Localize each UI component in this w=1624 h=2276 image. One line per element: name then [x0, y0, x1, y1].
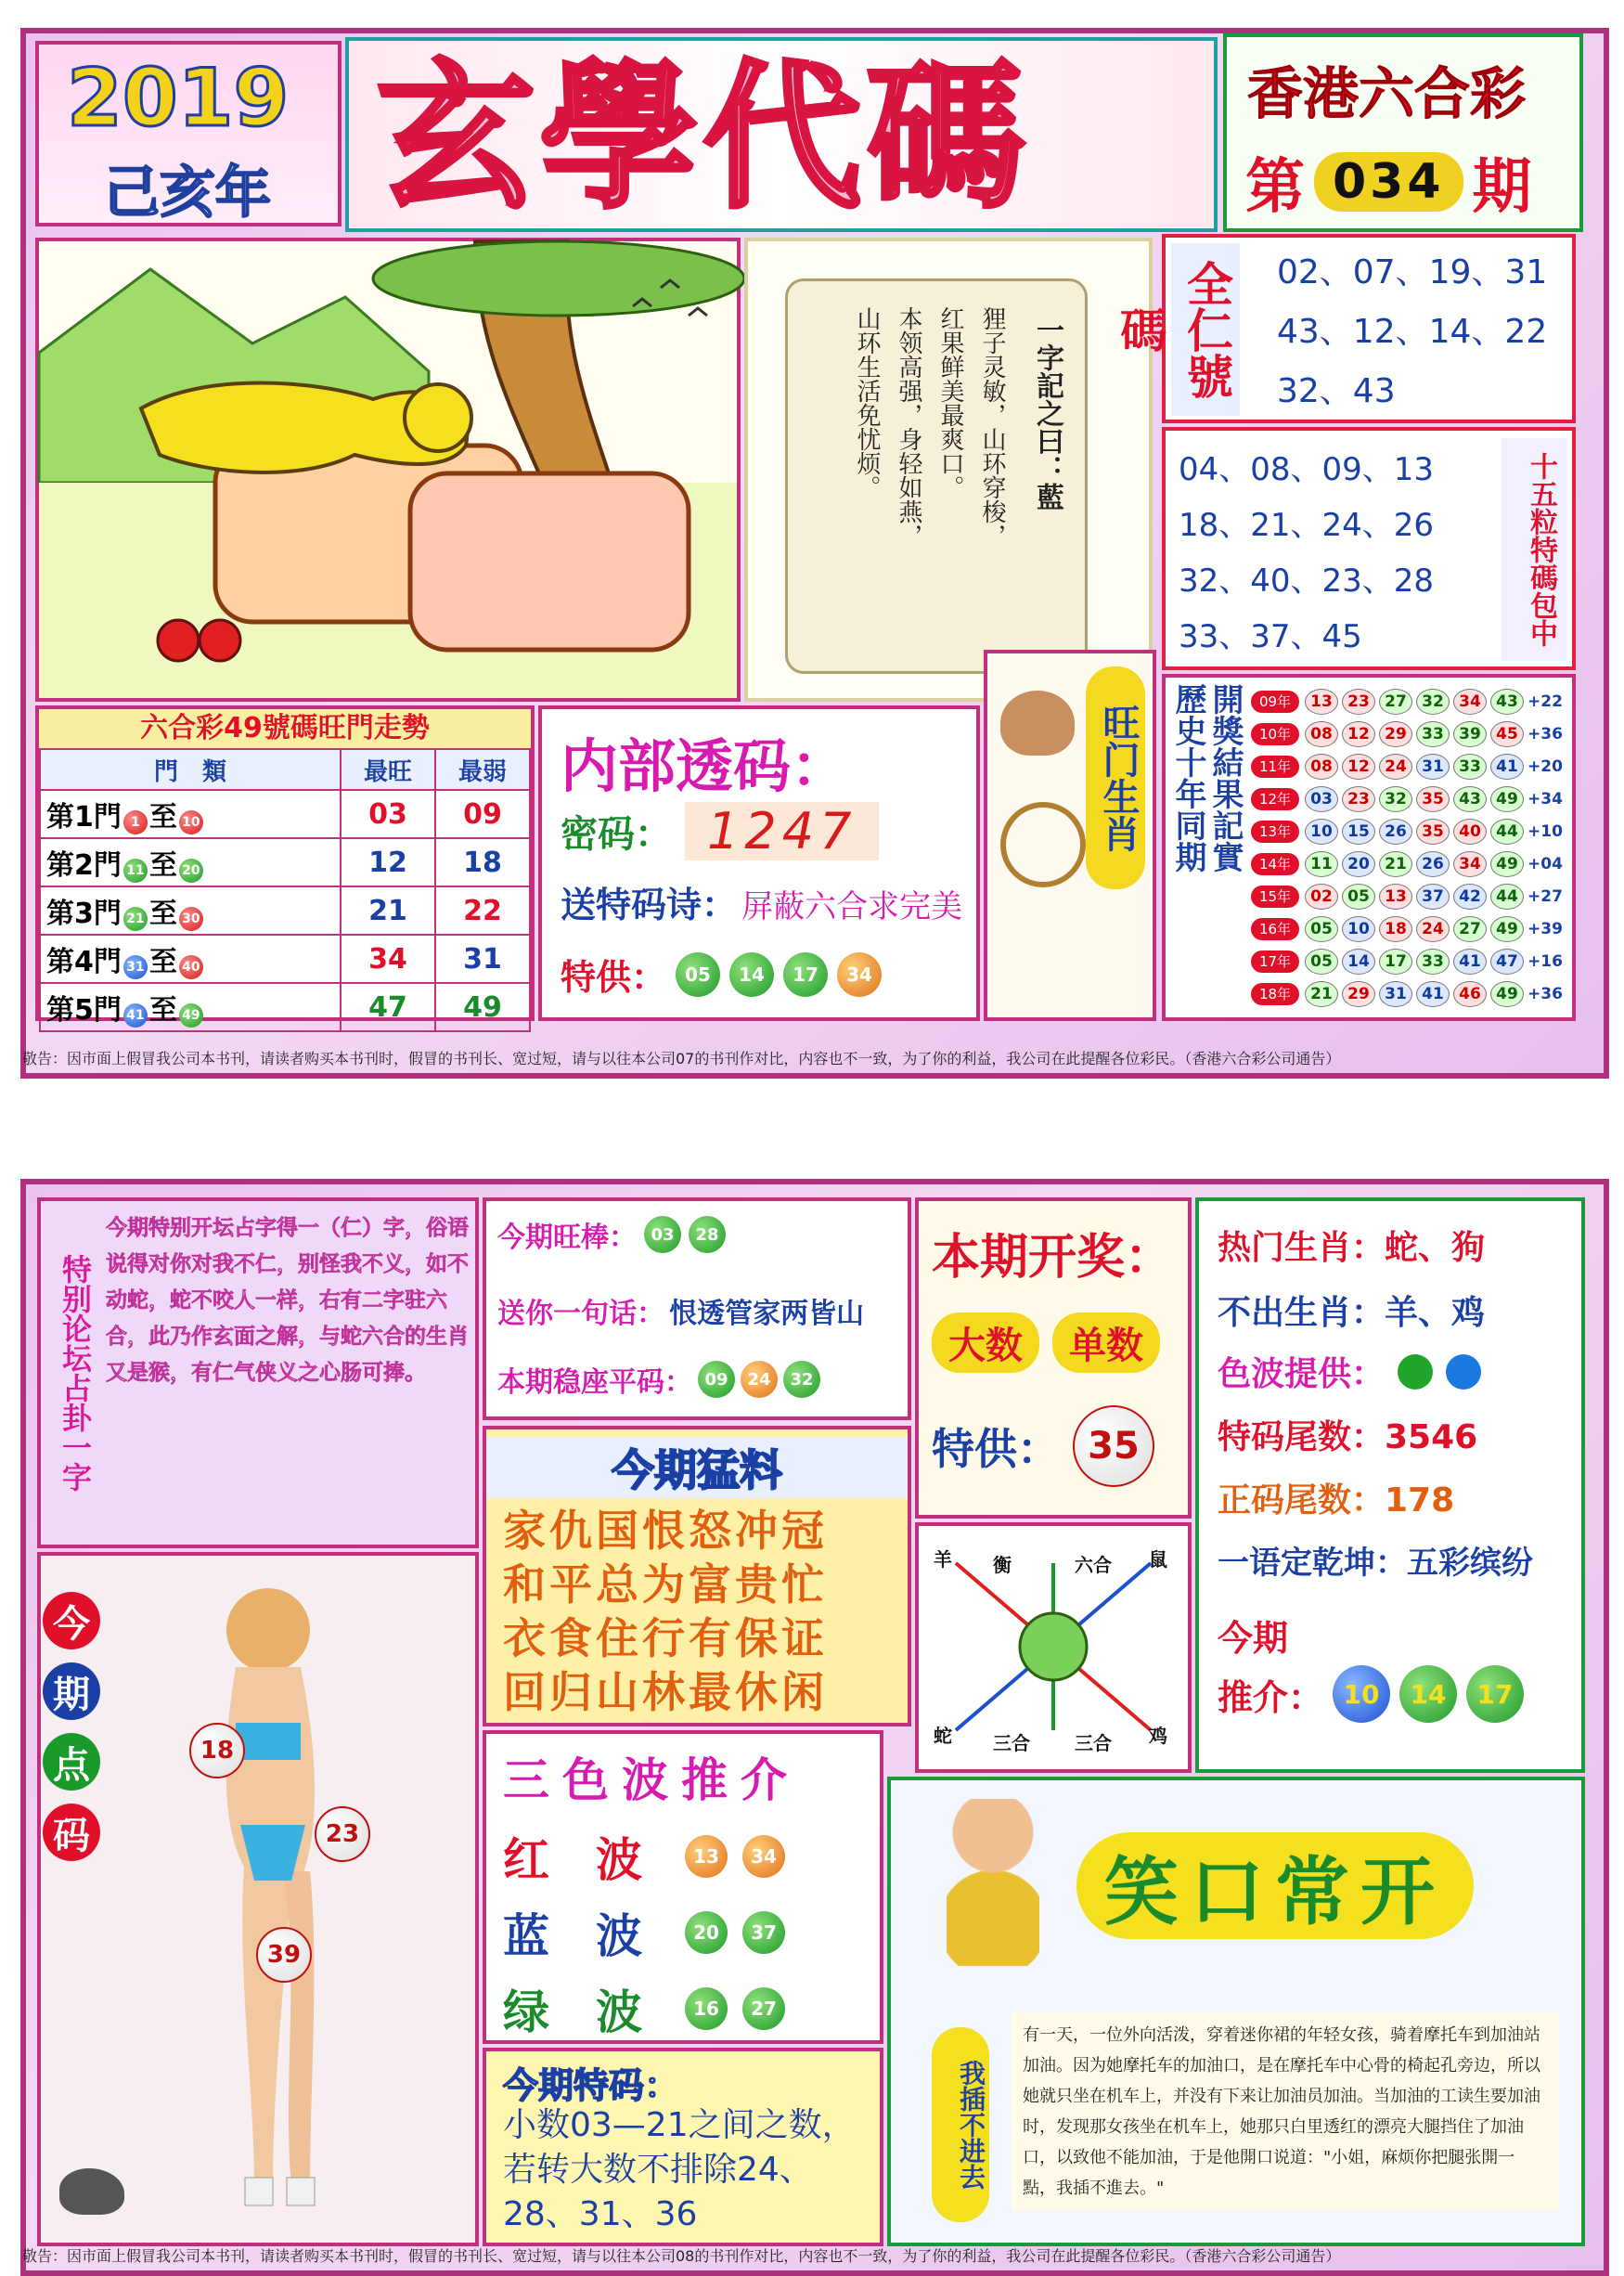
wheel-label: 六合 — [1075, 1554, 1112, 1576]
girl-figure — [199, 1574, 338, 2224]
steady-ball: 32 — [783, 1361, 820, 1398]
gate-to: 20 — [179, 859, 203, 883]
green-wave-ball: 16 — [685, 1987, 728, 2030]
gate-cold: 49 — [435, 983, 530, 1031]
tail-normal: 正码尾数：178 — [1218, 1481, 1455, 1519]
supply-ball: 17 — [783, 952, 828, 997]
history-number: 33 — [1416, 721, 1450, 747]
today-char: 期 — [43, 1662, 100, 1720]
wang-label: 今期旺棒： — [497, 1222, 637, 1254]
meng-lines — [503, 1504, 828, 1719]
forum-text: 今期特别开坛占字得一（仁）字，俗语说得对你对我不仁，别怪我不义，如不动蛇，蛇不咬人一样，右有二字驻六合，此乃作玄面之解，与蛇六合的生肖又是猴，有仁气侠义之心肠可捧。 — [106, 1216, 469, 1385]
history-year: 18年 — [1251, 983, 1299, 1005]
steady-ball: 24 — [741, 1361, 778, 1398]
history-number: 49 — [1490, 916, 1524, 942]
history-number: 46 — [1453, 981, 1487, 1007]
wang-box — [483, 1197, 911, 1420]
color-wave-dot — [1446, 1354, 1481, 1390]
special-poem-line — [561, 876, 962, 927]
gate-name-cell — [40, 983, 341, 1031]
history-special: +10 — [1527, 821, 1563, 841]
top-page — [0, 0, 1624, 1114]
steady-line — [497, 1359, 820, 1400]
gate-table — [39, 748, 531, 1032]
gate-from: 11 — [123, 859, 148, 883]
recommend-line — [1218, 1665, 1524, 1723]
history-special: +36 — [1527, 984, 1563, 1003]
tiger-illustration — [35, 238, 741, 702]
inside-code-box — [538, 705, 980, 1021]
code-line — [561, 802, 879, 860]
mouse-icon — [59, 2168, 124, 2215]
joke-text: 有一天，一位外向活泼，穿着迷你裙的年轻女孩，骑着摩托车到加油站加油。因为她摩托车的加油口，是在摩托车中心骨的椅起孔旁边，所以她就只坐在机车上，并没有下来让加油员加油。当加油的工读生要加油时，发现那女孩坐在机车上，她那只白里透红的漂亮大腿挡住了加油口，以致他不能加油，于是他開口说道："小姐，麻烦你把腿张開一點，我插不進去。" — [1012, 2012, 1559, 2211]
year-text: 2019 — [67, 52, 290, 145]
code-value: 1247 — [685, 802, 879, 860]
blue-wave-label: 蓝 波 — [503, 1909, 642, 1963]
history-number: 49 — [1490, 851, 1524, 877]
today-point-labels — [43, 1592, 100, 1861]
poem-title: 一字記之曰：藍 — [1031, 316, 1063, 511]
fifteen-label: 十五粒特碼包中 — [1502, 438, 1566, 661]
gate-name: 第1門 — [46, 801, 122, 834]
history-number: 44 — [1490, 819, 1524, 845]
history-number: 14 — [1342, 949, 1375, 975]
fifteen-number-row: 18、21、24、26 — [1179, 507, 1435, 544]
money-man-icon — [947, 1799, 1039, 1966]
today-char: 今 — [43, 1592, 100, 1649]
history-number: 26 — [1379, 819, 1412, 845]
history-number: 37 — [1416, 884, 1450, 910]
smile-title: 笑口常开 — [1076, 1832, 1474, 1939]
history-number: 35 — [1416, 819, 1450, 845]
kill-number-row: 32、43 — [1277, 372, 1396, 410]
history-number: 20 — [1342, 851, 1375, 877]
history-number: 24 — [1416, 916, 1450, 942]
gate-name-cell — [40, 790, 341, 838]
zodiac-wheel-box — [915, 1522, 1192, 1773]
today-char: 码 — [43, 1804, 100, 1861]
gate-cold: 22 — [435, 886, 530, 935]
history-number: 26 — [1416, 851, 1450, 877]
history-number: 33 — [1416, 949, 1450, 975]
wang-ball: 28 — [689, 1216, 726, 1253]
girl-ball: 23 — [315, 1806, 370, 1862]
draw-box — [915, 1197, 1192, 1519]
history-list — [1251, 685, 1563, 1010]
history-number: 41 — [1490, 754, 1524, 780]
red-wave-ball: 34 — [742, 1835, 785, 1878]
kill-numbers-box — [1113, 234, 1576, 423]
history-row — [1251, 977, 1563, 1010]
forum-label: 特别论坛占卦一字 — [58, 1254, 93, 1492]
gate-name: 第2門 — [46, 849, 122, 882]
girl-picture — [199, 1574, 338, 2224]
hot-zodiac-box — [1195, 1197, 1585, 1773]
history-special: +16 — [1527, 951, 1563, 971]
title-banner — [345, 37, 1218, 232]
history-number: 11 — [1305, 851, 1338, 877]
draw-special-line — [932, 1405, 1154, 1487]
history-number: 32 — [1416, 689, 1450, 715]
history-row — [1251, 782, 1563, 815]
gate-row — [40, 983, 530, 1031]
history-number: 10 — [1305, 819, 1338, 845]
year-box — [35, 41, 342, 226]
history-number: 10 — [1342, 916, 1375, 942]
special-code-title: 今期特码： — [503, 2065, 680, 2106]
wheel-label: 三合 — [1075, 1732, 1112, 1754]
wheel-label: 衡 — [993, 1554, 1012, 1576]
fifteen-numbers-box — [1162, 427, 1576, 670]
issue-box — [1223, 33, 1583, 232]
history-row — [1251, 815, 1563, 847]
gate-connector: 至 — [148, 994, 177, 1027]
history-year: 13年 — [1251, 821, 1299, 843]
history-number: 41 — [1416, 981, 1450, 1007]
special-poem: 屏蔽六合求完美 — [741, 888, 963, 925]
phrase-text: 恨透管家两皆山 — [669, 1298, 865, 1330]
gate-connector: 至 — [148, 946, 177, 978]
history-number: 05 — [1305, 916, 1338, 942]
forum-box — [37, 1197, 479, 1548]
wheel-label: 三合 — [993, 1732, 1030, 1754]
wheel-label: 鼠 — [1149, 1548, 1167, 1571]
history-year: 16年 — [1251, 918, 1299, 940]
gate-name-cell — [40, 886, 341, 935]
gate-hot: 47 — [341, 983, 435, 1031]
red-wave-ball: 13 — [685, 1835, 728, 1878]
girl-ball: 18 — [189, 1723, 245, 1778]
gate-from: 31 — [123, 955, 148, 979]
rabbit-icon — [1000, 691, 1075, 756]
kill-number-list — [1277, 243, 1547, 421]
supply-ball: 05 — [676, 952, 720, 997]
issue-line — [1245, 139, 1532, 225]
history-special: +22 — [1527, 692, 1563, 711]
history-number: 17 — [1379, 949, 1412, 975]
meng-line: 衣食住行有保证 — [503, 1613, 828, 1663]
history-year: 11年 — [1251, 756, 1299, 778]
gate-hot: 34 — [341, 935, 435, 983]
lucky-zodiac-label: 旺门生肖 — [1086, 666, 1145, 889]
today-char: 点 — [43, 1733, 100, 1791]
gate-connector: 至 — [148, 898, 177, 930]
meng-box — [483, 1426, 911, 1726]
draw-tags — [932, 1313, 1160, 1373]
gate-header: 門 類 — [40, 749, 341, 790]
history-number: 29 — [1379, 721, 1412, 747]
kill-label: 全仁號碼 — [1171, 243, 1240, 416]
history-number: 21 — [1379, 851, 1412, 877]
history-number: 12 — [1342, 721, 1375, 747]
red-wave-line — [503, 1823, 785, 1890]
history-number: 34 — [1453, 851, 1487, 877]
history-number: 47 — [1490, 949, 1524, 975]
cold-zodiac: 不出生肖：羊、鸡 — [1218, 1294, 1486, 1332]
supply-ball: 34 — [837, 952, 882, 997]
history-special: +27 — [1527, 886, 1563, 906]
gate-cold: 18 — [435, 838, 530, 886]
poem-line: 红果鲜美最爽口。 — [936, 306, 964, 499]
history-number: 27 — [1453, 916, 1487, 942]
special-poem-label: 送特码诗： — [561, 885, 738, 925]
issue-prefix: 第 — [1245, 153, 1305, 222]
gate-cold: 31 — [435, 935, 530, 983]
gate-table-box — [35, 705, 535, 1027]
gate-row — [40, 886, 530, 935]
green-wave-line — [503, 1975, 785, 2042]
history-number: 41 — [1453, 949, 1487, 975]
gate-hot: 21 — [341, 886, 435, 935]
gate-to: 40 — [179, 955, 203, 979]
gate-hot: 03 — [341, 790, 435, 838]
color-wave-label: 色波提供： — [1218, 1355, 1386, 1393]
bottom-notice: 敬告：因市面上假冒我公司本书刊，请读者购买本书刊时，假冒的书刊长、宽过短，请与以往本公司08的书刊作对比，内容也不一致，为了你的利益，我公司在此提醒各位彩民。（香港六合彩公司通告） — [22, 2247, 1341, 2265]
history-special: +36 — [1527, 724, 1563, 744]
gate-name: 第5門 — [46, 994, 122, 1027]
wang-line — [497, 1214, 726, 1255]
blue-wave-ball: 37 — [742, 1911, 785, 1954]
history-number: 33 — [1453, 754, 1487, 780]
girl-ball: 39 — [256, 1927, 312, 1983]
hot-zodiac: 热门生肖：蛇、狗 — [1218, 1229, 1486, 1267]
meng-line: 和平总为富贵忙 — [503, 1559, 828, 1610]
history-number: 43 — [1453, 786, 1487, 812]
code-label: 密码： — [561, 813, 672, 856]
recommend-ball: 17 — [1466, 1665, 1524, 1723]
history-year: 12年 — [1251, 788, 1299, 810]
meng-line: 家仇国恨怒冲冠 — [503, 1506, 828, 1556]
history-number: 13 — [1305, 689, 1338, 715]
history-row — [1251, 880, 1563, 912]
history-row — [1251, 847, 1563, 880]
history-number: 27 — [1379, 689, 1412, 715]
history-number: 44 — [1490, 884, 1524, 910]
history-row — [1251, 945, 1563, 977]
history-year: 15年 — [1251, 886, 1299, 908]
wang-ball: 03 — [644, 1216, 681, 1253]
history-special: +20 — [1527, 757, 1563, 776]
gate-hot: 12 — [341, 838, 435, 886]
lucky-zodiac-box — [984, 650, 1156, 1021]
phrase-label: 送你一句话： — [497, 1298, 664, 1330]
issue-suffix: 期 — [1472, 153, 1532, 222]
blue-wave-ball: 20 — [685, 1911, 728, 1954]
gate-header-row — [40, 749, 530, 790]
history-number: 05 — [1305, 949, 1338, 975]
history-year: 09年 — [1251, 691, 1299, 713]
history-number: 13 — [1379, 884, 1412, 910]
history-number: 08 — [1305, 721, 1338, 747]
gate-cold: 09 — [435, 790, 530, 838]
gate-row — [40, 838, 530, 886]
draw-special-ball: 35 — [1073, 1405, 1154, 1487]
gate-row — [40, 790, 530, 838]
history-box — [1162, 674, 1576, 1021]
history-label-a: 開獎結果記實 — [1206, 683, 1244, 873]
color-wave-dot — [1398, 1354, 1433, 1390]
gate-from: 41 — [123, 1003, 148, 1028]
steady-ball: 09 — [698, 1361, 735, 1398]
history-number: 35 — [1416, 786, 1450, 812]
color-wave-line — [1218, 1348, 1481, 1395]
draw-title: 本期开奖： — [932, 1230, 1174, 1286]
special-code-text: 小数03—21之间之数，若转大数不排除24、28、31、36 — [503, 2106, 856, 2233]
tail-special: 特码尾数：3546 — [1218, 1418, 1478, 1456]
meng-title: 今期猛料 — [486, 1437, 908, 1498]
three-wave-title: 三色波推介 — [503, 1753, 800, 1807]
tiger-picture — [39, 241, 737, 698]
history-number: 02 — [1305, 884, 1338, 910]
history-special: +34 — [1527, 789, 1563, 808]
history-row — [1251, 685, 1563, 718]
history-number: 45 — [1490, 721, 1524, 747]
special-code-box — [483, 2048, 883, 2246]
three-wave-box — [483, 1730, 883, 2044]
history-row — [1251, 750, 1563, 782]
history-number: 29 — [1342, 981, 1375, 1007]
history-number: 43 — [1490, 689, 1524, 715]
history-special: +39 — [1527, 919, 1563, 938]
history-year: 14年 — [1251, 853, 1299, 875]
history-row — [1251, 718, 1563, 750]
poem-text — [850, 306, 1010, 548]
wheel-label: 蛇 — [934, 1725, 952, 1747]
gate-name-cell — [40, 935, 341, 983]
gate-connector: 至 — [148, 849, 177, 882]
history-number: 24 — [1379, 754, 1412, 780]
main-title: 玄學代碼 — [377, 46, 1031, 230]
lottery-name: 香港六合彩 — [1247, 62, 1526, 127]
top-notice: 敬告：因市面上假冒我公司本书刊，请读者购买本书刊时，假冒的书刊长、宽过短，请与以往本公司07的书刊作对比，内容也不一致，为了你的利益，我公司在此提醒各位彩民。（香港六合彩公司通告） — [22, 1050, 1341, 1067]
one-word: 一语定乾坤：五彩缤纷 — [1218, 1545, 1533, 1582]
recommend-label-a: 今期 — [1218, 1618, 1289, 1659]
meng-line: 回归山林最休闲 — [503, 1667, 828, 1717]
inside-title: 内部透码： — [561, 732, 849, 800]
poem-line: 本领高强，身轻如燕， — [895, 306, 922, 548]
supply-ball: 14 — [729, 952, 774, 997]
gate-from: 1 — [123, 810, 148, 834]
history-year: 17年 — [1251, 950, 1299, 973]
history-number: 05 — [1342, 884, 1375, 910]
red-wave-label: 红 波 — [503, 1833, 642, 1887]
history-number: 12 — [1342, 754, 1375, 780]
special-supply-line — [561, 949, 882, 1000]
history-number: 08 — [1305, 754, 1338, 780]
history-number: 49 — [1490, 981, 1524, 1007]
gate-name: 第4門 — [46, 946, 122, 978]
recommend-ball: 10 — [1333, 1665, 1390, 1723]
recommend-label-b: 推介： — [1218, 1676, 1324, 1718]
gate-title: 六合彩49號碼旺門走勢 — [39, 709, 531, 748]
poem-scroll — [744, 238, 1153, 702]
history-number: 49 — [1490, 786, 1524, 812]
history-number: 31 — [1416, 754, 1450, 780]
history-year: 10年 — [1251, 723, 1299, 745]
wheel-label: 鸡 — [1149, 1725, 1167, 1747]
fifteen-number-row: 32、40、23、28 — [1179, 563, 1435, 600]
history-number: 31 — [1379, 981, 1412, 1007]
history-number: 40 — [1453, 819, 1487, 845]
history-number: 21 — [1305, 981, 1338, 1007]
history-number: 32 — [1379, 786, 1412, 812]
draw-tag: 大数 — [932, 1313, 1039, 1373]
poem-line: 狸子灵敏，山环穿梭， — [978, 306, 1006, 548]
smile-side: 我插不进去 — [932, 2027, 989, 2222]
blue-wave-line — [503, 1899, 785, 1966]
history-number: 34 — [1453, 689, 1487, 715]
history-number: 18 — [1379, 916, 1412, 942]
gate-header: 最旺 — [341, 749, 435, 790]
wheel-label: 羊 — [934, 1548, 952, 1571]
phrase-line — [497, 1290, 864, 1331]
history-number: 39 — [1453, 721, 1487, 747]
green-wave-label: 绿 波 — [503, 1985, 642, 2039]
gate-connector: 至 — [148, 801, 177, 834]
gate-to: 30 — [179, 907, 203, 931]
history-number: 03 — [1305, 786, 1338, 812]
kill-number-row: 02、07、19、31 — [1277, 253, 1548, 291]
year-zodiac-text: 己亥年 — [104, 161, 271, 226]
fifteen-number-list — [1179, 442, 1434, 665]
history-row — [1251, 912, 1563, 945]
fifteen-number-row: 04、08、09、13 — [1179, 451, 1435, 488]
gate-to: 10 — [179, 810, 203, 834]
smile-box — [887, 1777, 1585, 2246]
history-label-b: 歷史十年同期 — [1169, 683, 1206, 873]
special-supply-label: 特供： — [561, 957, 667, 998]
gate-name: 第3門 — [46, 898, 122, 930]
gate-name-cell — [40, 838, 341, 886]
dragon-icon — [1000, 802, 1086, 887]
recommend-ball: 14 — [1399, 1665, 1457, 1723]
gate-header: 最弱 — [435, 749, 530, 790]
history-number: 23 — [1342, 786, 1375, 812]
kill-number-row: 43、12、14、22 — [1277, 313, 1548, 351]
bottom-page — [0, 1151, 1624, 2274]
draw-special-label: 特供： — [932, 1424, 1060, 1474]
gate-row — [40, 935, 530, 983]
fifteen-number-row: 33、37、45 — [1179, 618, 1362, 655]
gate-to: 49 — [179, 1003, 203, 1028]
today-point-box — [37, 1552, 479, 2246]
history-number: 42 — [1453, 884, 1487, 910]
steady-label: 本期稳座平码： — [497, 1366, 692, 1399]
history-number: 15 — [1342, 819, 1375, 845]
zodiac-wheel — [919, 1526, 1188, 1769]
issue-number: 034 — [1314, 152, 1463, 212]
poem-line: 山环生活免忧烦。 — [853, 306, 881, 499]
history-special: +04 — [1527, 854, 1563, 873]
history-number: 23 — [1342, 689, 1375, 715]
green-wave-ball: 27 — [742, 1987, 785, 2030]
draw-tag: 单数 — [1052, 1313, 1160, 1373]
gate-from: 21 — [123, 907, 148, 931]
